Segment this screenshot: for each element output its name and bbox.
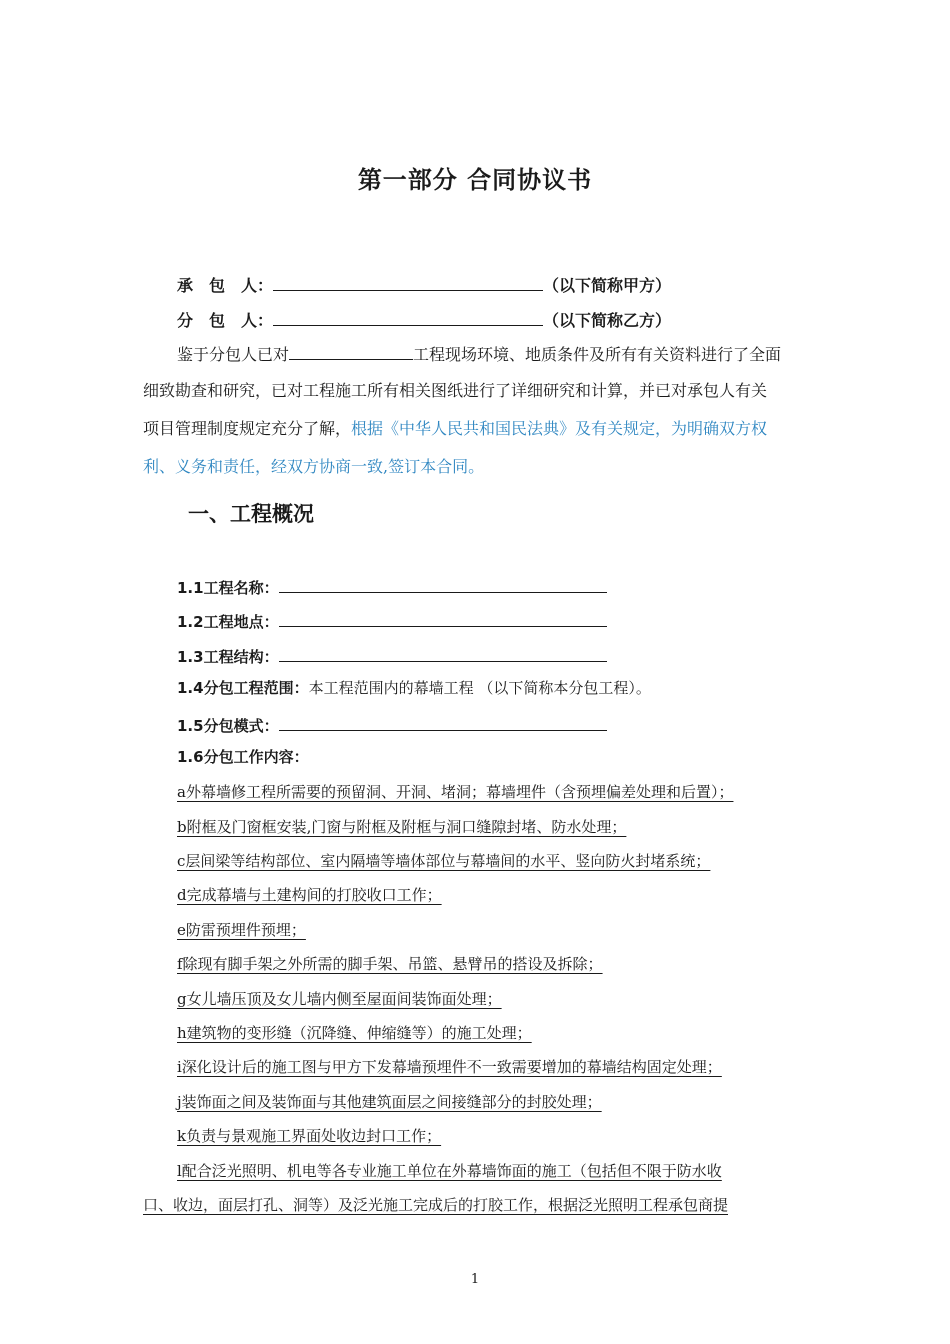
work-item-d: d完成幕墙与土建构间的打胶收口工作；	[177, 886, 442, 904]
subcontract-scope-value: 本工程范围内的幕墙工程 （以下简称本分包工程）。	[308, 679, 651, 697]
subcontractor-blank[interactable]	[273, 307, 543, 326]
project-structure-row	[177, 643, 607, 667]
work-item-f: f除现有脚手架之外所需的脚手架、吊篮、悬臂吊的搭设及拆除；	[177, 955, 603, 973]
work-item-l-continued: 口、收边，面层打孔、洞等）及泛光施工完成后的打胶工作，根据泛光照明工程承包商提	[143, 1196, 729, 1214]
project-structure-field[interactable]	[279, 643, 607, 662]
preamble-line-2: 细致勘查和研究，已对工程施工所有相关图纸进行了详细研究和计算，并已对承包人有关	[143, 381, 768, 400]
field-label: 1.4分包工程范围：	[177, 679, 309, 697]
project-location-row	[177, 608, 607, 632]
contractor-suffix: （以下简称甲方）	[543, 276, 672, 295]
work-content-heading: 1.6分包工作内容：	[177, 748, 309, 766]
work-item-k: k负责与景观施工界面处收边封口工作；	[177, 1127, 442, 1145]
subcontract-mode-field[interactable]	[279, 712, 607, 731]
preamble-text: 鉴于分包人已对	[177, 345, 290, 364]
contractor-label: 承 包 人：	[177, 276, 274, 295]
field-label: 1.5分包模式：	[177, 717, 279, 735]
subcontractor-suffix: （以下简称乙方）	[543, 311, 672, 330]
work-item-b: b附框及门窗框安装,门窗与附框及附框与洞口缝隙封堵、防水处理；	[177, 818, 627, 836]
preamble-line-1	[177, 341, 781, 365]
work-item-e: e防雷预埋件预埋；	[177, 921, 306, 939]
project-name-field[interactable]	[279, 574, 607, 593]
preamble-line-3	[143, 416, 767, 439]
project-name-blank[interactable]	[289, 341, 413, 360]
civil-code-reference: 根据《中华人民共和国民法典》及有关规定，为明确双方权	[351, 419, 768, 438]
work-item-g: g女儿墙压顶及女儿墙内侧至屋面间装饰面处理；	[177, 990, 502, 1008]
preamble-text: 工程现场环境、地质条件及所有有关资料进行了全面	[413, 345, 782, 364]
subcontract-mode-row	[177, 712, 607, 736]
project-location-field[interactable]	[279, 608, 607, 627]
project-name-row	[177, 574, 607, 598]
contractor-blank[interactable]	[273, 272, 543, 291]
page-title: 第一部分 合同协议书	[357, 166, 593, 194]
preamble-text: 项目管理制度规定充分了解，	[143, 419, 352, 438]
work-item-c: c层间梁等结构部位、室内隔墙等墙体部位与幕墙间的水平、竖向防火封堵系统；	[177, 852, 711, 870]
work-item-i: i深化设计后的施工图与甲方下发幕墙预埋件不一致需要增加的幕墙结构固定处理；	[177, 1058, 722, 1076]
work-item-j: j装饰面之间及装饰面与其他建筑面层之间接缝部分的封胶处理；	[177, 1093, 602, 1111]
preamble-line-4: 利、义务和责任，经双方协商一致,签订本合同。	[143, 457, 485, 476]
work-item-h: h建筑物的变形缝（沉降缝、伸缩缝等）的施工处理；	[177, 1024, 532, 1042]
field-label: 1.2工程地点：	[177, 613, 279, 631]
subcontractor-label: 分 包 人：	[177, 311, 274, 330]
subcontractor-row	[177, 307, 671, 331]
work-item-l: l配合泛光照明、机电等各专业施工单位在外幕墙饰面的施工（包括但不限于防水收	[177, 1162, 722, 1180]
section-heading: 一、工程概况	[188, 502, 314, 526]
page-number: 1	[470, 1272, 480, 1287]
field-label: 1.3工程结构：	[177, 648, 279, 666]
field-label: 1.1工程名称：	[177, 579, 279, 597]
contractor-row	[177, 272, 671, 296]
subcontract-scope-row	[177, 677, 651, 698]
work-item-a: a外幕墙修工程所需要的预留洞、开洞、堵洞；幕墙埋件（含预埋偏差处理和后置）；	[177, 783, 734, 801]
